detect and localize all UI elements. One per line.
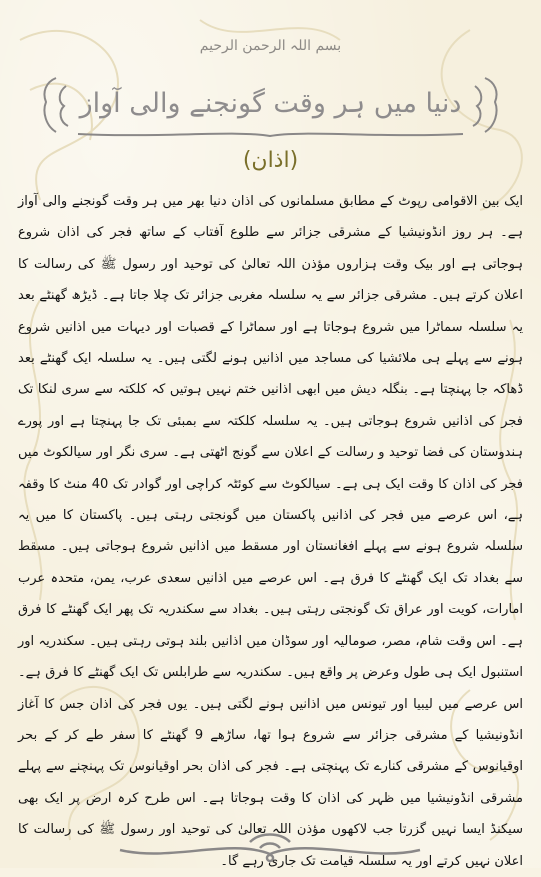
article-paragraph: ایک بین الاقوامی رپوٹ کے مطابق مسلمانوں کی اذان دنیا بھر میں ہر وقت گونجنے والی آواز ہے۔ ہر روز انڈونیشیا کے مشرقی جزائر سے طلوع آفتاب کے ساتھ فجر کی اذان شروع ہوجاتی ہے اور بیک وقت ہزاروں مؤذن اللہ تعالیٰ کی توحید اور رسول ﷺ کی رسالت کا اعلان کرتے ہیں۔ مشرقی جزائر سے یہ سلسلہ مغربی جزائر تک چلا جاتا ہے۔ ڈیڑھ گھنٹے بعد یہ سلسلہ سماٹرا میں شروع ہوجاتا ہے اور سماٹرا کے قصبات اور دیہات میں اذانیں شروع ہونے سے پہلے ہی ملائشیا کی مساجد میں اذانیں ہونے لگتی ہیں۔ یہ سلسلہ ایک گھنٹے بعد ڈھاکہ جا پہنچتا ہے۔ بنگلہ دیش میں ابھی اذانیں ختم نہیں ہوتیں کہ کلکتہ سے سری لنکا تک فجر کی اذانیں شروع ہوجاتی ہیں۔ یہ سلسلہ کلکتہ سے بمبئی تک جا پہنچتا ہے اور پورے ہندوستان کی فضا توحید و رسالت کے اعلان سے گونج اٹھتی ہے۔ سری نگر اور سیالکوٹ میں فجر کی اذان کا وقت ایک ہی ہے۔ سیالکوٹ سے کوئٹہ کراچی اور گوادر تک 40 منٹ کا وقفہ ہے، اس عرصے میں فجر کی اذانیں پاکستان میں گونجتی رہتی ہیں۔ پاکستان کا میں یہ سلسلہ شروع ہونے سے پہلے افغانستان اور مسقط میں اذانیں شروع ہوجاتی ہیں۔ مسقط سے بغداد تک ایک گھنٹے کا فرق ہے۔ اس عرصے میں اذانیں سعدی عرب، یمن، متحدہ عرب امارات، کویت اور عراق تک گونجتی رہتی ہیں۔ بغداد سے سکندریہ تک پھر ایک گھنٹے کا فرق ہے۔ اس وقت شام، مصر، صومالیہ اور سوڈان میں اذانیں بلند ہوتی رہتی ہیں۔ سکندریہ اور استنبول ایک ہی طول وعرض پر واقع ہیں۔ سکندریہ سے طرابلس تک ایک گھنٹے کا فرق ہے۔ اس عرصے میں لیبیا اور تیونس میں اذانیں ہونے لگتی ہیں۔ یوں فجر کی اذان جس کا آغاز انڈونیشیا کے مشرقی جزائر سے شروع ہوا تھا، ساڑھے 9 گھنٹے کا سفر طے کر کے بحر اوقیانوس کے مشرقی کنارے تک پہنچتی ہے۔ فجر کی اذان بحر اوقیانوس تک پہنچنے سے پہلے مشرقی انڈونیشیا میں ظہر کی اذان کا وقت ہوجاتا ہے۔ اس طرح کرہ ارض پر ایک بھی سیکنڈ ایسا نہیں گزرتا جب لاکھوں مؤذن اللہ تعالیٰ کی توحید اور رسول ﷺ کی رسالت کا اعلان نہیں کرتے اور یہ سلسلہ قیامت تک جاری رہے گا۔ — [18, 194, 523, 869]
page-title: دنیا میں ہر وقت گونجنے والی آواز — [79, 87, 462, 119]
bottom-flourish-ornament — [110, 828, 430, 864]
article-body — [18, 186, 523, 877]
bismillah-calligraphy: بسم اللہ الرحمن الرحیم — [199, 38, 342, 54]
page-subtitle: (اذان) — [242, 148, 299, 173]
